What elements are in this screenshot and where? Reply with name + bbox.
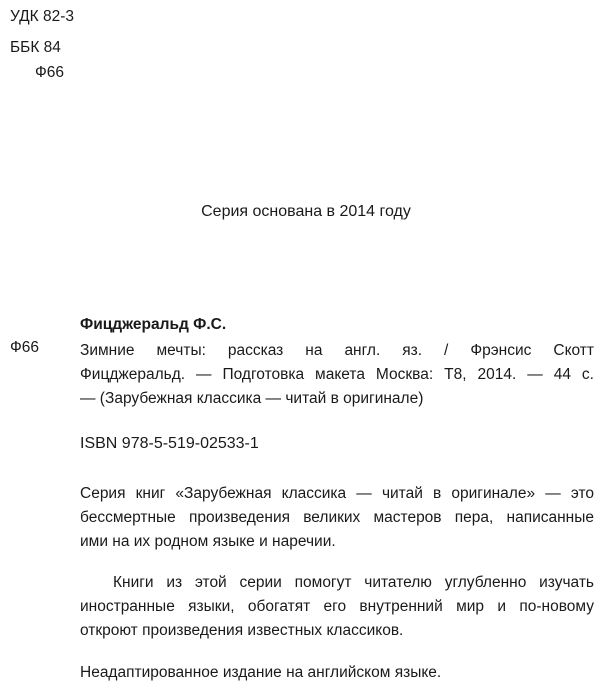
paragraph-line: Книги из этой серии помогут читателю углубленно изучать bbox=[113, 574, 594, 591]
series-founded-note: Серия основана в 2014 году bbox=[201, 203, 411, 220]
paragraph-line: ими на их родном языке и наречии. bbox=[80, 533, 336, 550]
books-description bbox=[80, 571, 594, 643]
paragraph-line: Неадаптированное издание на английском языке. bbox=[80, 664, 442, 681]
author-mark-left: Ф66 bbox=[10, 339, 40, 356]
bbk-code: ББК 84 bbox=[10, 39, 61, 56]
bibliographic-description bbox=[80, 339, 594, 411]
udk-code: УДК 82-3 bbox=[10, 8, 75, 25]
paragraph-line: иностранные языки, обогатят его внутренний мир и по-новому bbox=[80, 598, 594, 615]
series-description bbox=[80, 482, 594, 554]
paragraph-line: откроют произведения известных классиков. bbox=[80, 622, 404, 639]
edition-note bbox=[80, 661, 594, 685]
bibliographic-line: Зимние мечты: рассказ на англ. яз. / Фрэнсис Скотт bbox=[80, 342, 594, 359]
bibliographic-line: — (Зарубежная классика — читай в оригинале) bbox=[80, 390, 424, 407]
author-mark-top: Ф66 bbox=[35, 64, 65, 81]
isbn: ISBN 978-5-519-02533-1 bbox=[80, 435, 259, 452]
bibliographic-line: Фицджеральд. — Подготовка макета Москва: Т8, 2014. — 44 с. bbox=[80, 366, 594, 383]
paragraph-line: Серия книг «Зарубежная классика — читай в оригинале» — это bbox=[80, 485, 594, 502]
author-name: Фицджеральд Ф.С. bbox=[80, 316, 227, 333]
paragraph-line: бессмертные произведения великих мастеров пера, написанные bbox=[80, 509, 594, 526]
